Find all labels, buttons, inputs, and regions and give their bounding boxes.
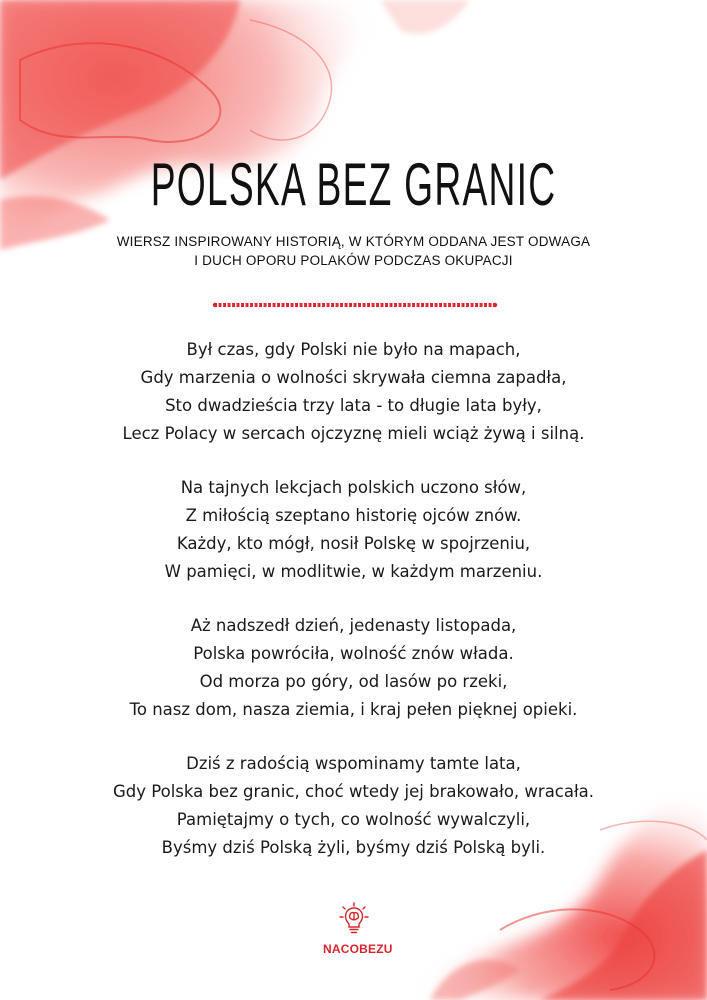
stanza (40, 474, 667, 586)
ink-wash-top (0, 0, 470, 260)
poem-line: Aż nadszedł dzień, jedenasty listopada, (190, 616, 517, 635)
stanza (40, 336, 667, 448)
stanza (40, 750, 667, 862)
poem-line: To nasz dom, nasza ziemia, i kraj pełen pięknej opieki. (129, 700, 578, 719)
rope-divider (212, 301, 498, 309)
subtitle-line: I DUCH OPORU POLAKÓW PODCZAS OKUPACJI (194, 253, 513, 268)
poem-line: Był czas, gdy Polski nie było na mapach, (186, 340, 521, 359)
logo-text: NACOBEZU (323, 942, 393, 956)
poem-line: Sto dwadzieścia trzy lata - to długie lata były, (165, 396, 542, 415)
poem (40, 336, 667, 888)
poem-line: Każdy, kto mógł, nosił Polskę w spojrzeniu, (176, 534, 531, 553)
poem-line: Na tajnych lekcjach polskich uczono słów, (180, 478, 527, 497)
poem-line: Pamiętajmy o tych, co wolność wywalczyli, (176, 810, 531, 829)
subtitle (90, 232, 617, 270)
poem-line: Z miłością szeptano historię ojców znów. (185, 506, 522, 525)
poem-line: Byśmy dziś Polską żyli, byśmy dziś Polską byli. (161, 838, 546, 857)
poem-line: W pamięci, w modlitwie, w każdym marzeniu. (164, 562, 543, 581)
nacobezu-logo (323, 902, 393, 956)
poem-line: Od morza po góry, od lasów po rzeki, (199, 672, 508, 691)
lightbulb-brain-icon (339, 902, 369, 936)
poem-line: Gdy marzenia o wolności skrywała ciemna zapadła, (140, 368, 567, 387)
poem-line: Lecz Polacy w sercach ojczyznę mieli wciąż żywą i silną. (122, 424, 585, 443)
poem-line: Polska powróciła, wolność znów włada. (193, 644, 514, 663)
poem-line: Dziś z radością wspominamy tamte lata, (186, 754, 521, 773)
stanza (40, 612, 667, 724)
subtitle-line: WIERSZ INSPIROWANY HISTORIĄ, W KTÓRYM ODDANA JEST ODWAGA (116, 234, 591, 249)
page-title: POLSKA BEZ GRANIC (150, 151, 557, 218)
poem-line: Gdy Polska bez granic, choć wtedy jej brakowało, wracała. (112, 782, 595, 801)
